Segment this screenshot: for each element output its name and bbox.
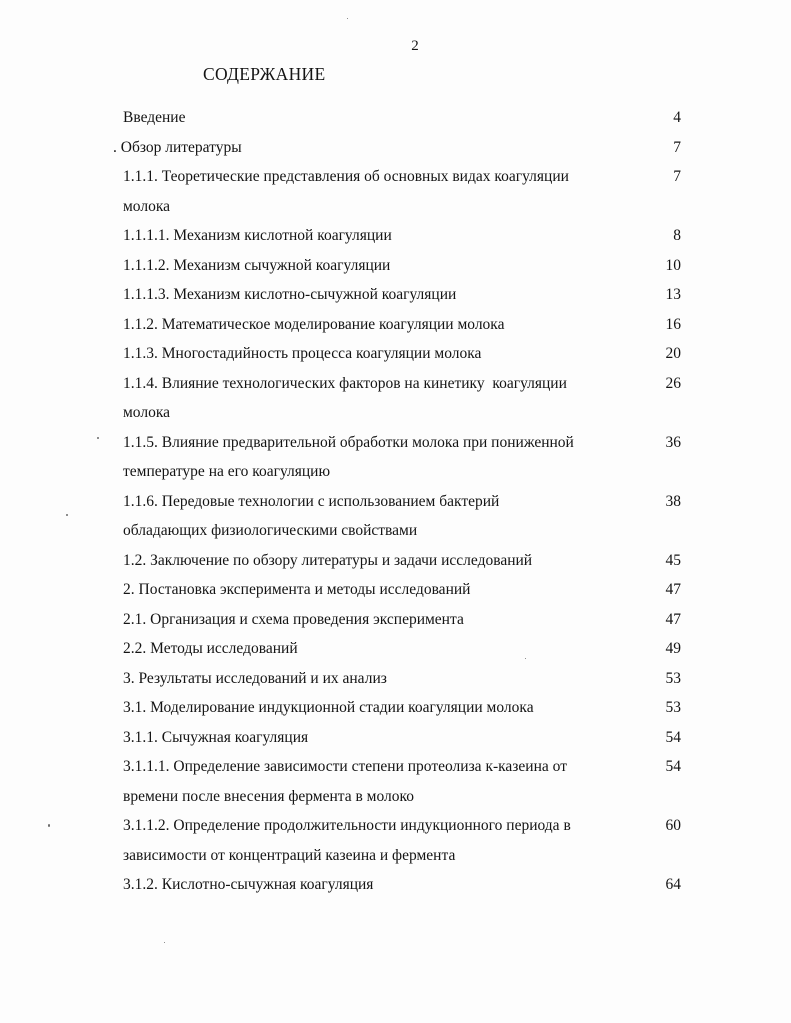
- toc-entry-page: 13: [665, 286, 681, 303]
- toc-entry-text: 2.1. Организация и схема проведения эксперимента: [123, 610, 464, 628]
- toc-entry-text: 3.1. Моделирование индукционной стадии коагуляции молока: [123, 699, 534, 716]
- scan-speck: [347, 18, 348, 19]
- toc-entry-text: молока: [123, 404, 171, 421]
- scan-speck: [164, 942, 165, 943]
- toc-row: [0, 546, 791, 576]
- toc-entry-page: 45: [665, 551, 681, 569]
- toc-row: [0, 280, 791, 310]
- toc-entry-text: 1.1.5. Влияние предварительной обработки молока при пониженной: [123, 433, 574, 451]
- toc-row: [0, 428, 791, 458]
- toc-entry-text: 1.2. Заключение по обзору литературы и задачи исследований: [123, 551, 533, 569]
- toc-entry-text: времени после внесения фермента в молоко: [123, 787, 414, 805]
- toc-row-continuation: [0, 192, 791, 222]
- toc-row: [0, 723, 791, 753]
- toc-entry-text: 3.1.1.2. Определение продолжительности индукционного периода в: [123, 817, 571, 834]
- toc-entry-page: 7: [673, 168, 681, 185]
- toc-row-continuation: [0, 398, 791, 428]
- toc-entry-text: 1.1.6. Передовые технологии с использованием бактерий: [123, 492, 500, 510]
- toc-row: [0, 605, 791, 635]
- toc-row: [0, 575, 791, 605]
- toc-entry-text: 1.1.1. Теоретические представления об основных видах коагуляции: [123, 168, 569, 185]
- toc-entry-text: 2. Постановка эксперимента и методы исследований: [123, 581, 471, 598]
- toc-entry-text: 1.1.1.1. Механизм кислотной коагуляции: [123, 227, 392, 244]
- toc-entry-text: . Обзор литературы: [113, 138, 242, 156]
- toc-entry-page: 10: [665, 256, 681, 274]
- toc-row: [0, 487, 791, 517]
- toc-entry-text: 1.1.2. Математическое моделирование коагуляции молока: [123, 315, 505, 333]
- toc-entry-text: 3.1.1. Сычужная коагуляция: [123, 728, 309, 746]
- toc-entry-page: 38: [665, 492, 681, 510]
- toc-entry-page: 54: [665, 728, 681, 746]
- toc-entry-text: Введение: [123, 109, 186, 126]
- toc-entry-text: 1.1.1.3. Механизм кислотно-сычужной коагуляции: [123, 286, 457, 303]
- toc-row-continuation: [0, 457, 791, 487]
- toc-row: [0, 634, 791, 664]
- toc-row: [0, 752, 791, 782]
- page-number: 2: [411, 38, 419, 54]
- toc-row: [0, 221, 791, 251]
- toc-entry-text: молока: [123, 197, 171, 215]
- scan-speck: [525, 658, 526, 659]
- toc-row: [0, 664, 791, 694]
- toc-row-continuation: [0, 841, 791, 871]
- toc-entry-text: 3.1.1.1. Определение зависимости степени протеолиза к-казеина от: [123, 758, 567, 775]
- page-title: СОДЕРЖАНИЕ: [203, 64, 326, 84]
- toc-entry-text: 2.2. Методы исследований: [123, 640, 298, 657]
- scan-speck: [66, 514, 68, 516]
- toc-entry-page: 47: [665, 581, 681, 598]
- toc-entry-text: обладающих физиологическими свойствами: [123, 522, 418, 539]
- toc-entry-text: 3.1.2. Кислотно-сычужная коагуляция: [123, 876, 374, 893]
- toc-row: [0, 693, 791, 723]
- toc-row: [0, 251, 791, 281]
- toc-entry-page: 64: [665, 876, 681, 893]
- toc-entry-page: 36: [665, 433, 681, 451]
- toc-entry-page: 4: [673, 109, 681, 126]
- toc-row-continuation: [0, 782, 791, 812]
- toc-entry-page: 26: [665, 374, 681, 392]
- toc-entry-page: 47: [665, 610, 681, 628]
- toc-row: [0, 870, 791, 900]
- toc-row-continuation: [0, 516, 791, 546]
- toc-entry-text: 1.1.3. Многостадийность процесса коагуляции молока: [123, 345, 482, 362]
- toc-entry-text: 1.1.1.2. Механизм сычужной коагуляции: [123, 256, 391, 274]
- toc-entry-page: 54: [665, 758, 681, 775]
- toc-row: [0, 369, 791, 399]
- toc-entry-text: 1.1.4. Влияние технологических факторов на кинетику коагуляции: [123, 374, 567, 392]
- toc-entry-text: зависимости от концентраций казеина и фермента: [123, 846, 456, 864]
- toc-entry-page: 60: [665, 817, 681, 834]
- toc-row: [0, 310, 791, 340]
- toc-entry-text: 3. Результаты исследований и их анализ: [123, 669, 387, 687]
- toc-entry-page: 8: [673, 227, 681, 244]
- toc-row: [0, 133, 791, 163]
- toc-entry-text: температуре на его коагуляцию: [123, 463, 331, 480]
- toc-entry-page: 49: [665, 640, 681, 657]
- toc-entry-page: 20: [665, 345, 681, 362]
- scan-speck: [97, 437, 99, 439]
- toc-row: [0, 162, 791, 192]
- table-of-contents: [0, 103, 791, 900]
- toc-row: [0, 339, 791, 369]
- toc-entry-page: 16: [665, 315, 681, 333]
- toc-entry-page: 53: [665, 669, 681, 687]
- toc-row: [0, 103, 791, 133]
- scan-speck: [48, 824, 50, 827]
- toc-row: [0, 811, 791, 841]
- toc-entry-page: 53: [665, 699, 681, 716]
- toc-entry-page: 7: [673, 138, 681, 156]
